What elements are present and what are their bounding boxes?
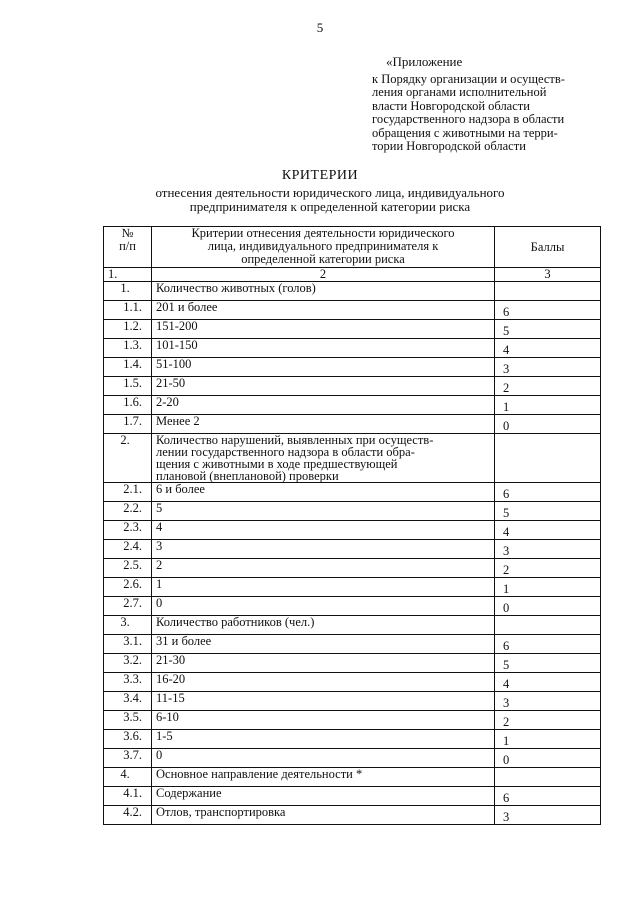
row-score: 0 bbox=[495, 415, 601, 434]
row-score: 6 bbox=[495, 483, 601, 502]
row-number: 2.5. bbox=[104, 559, 152, 578]
row-criterion-line: лении государственного надзора в области обра- bbox=[156, 445, 415, 459]
row-criterion: Отлов, транспортировка bbox=[152, 806, 495, 825]
table-row bbox=[104, 616, 601, 635]
table-row bbox=[104, 502, 601, 521]
row-criterion: 3 bbox=[152, 540, 495, 559]
row-criterion-line: Количество нарушений, выявленных при осуществ- bbox=[156, 433, 434, 447]
row-score bbox=[495, 616, 601, 635]
table-row bbox=[104, 559, 601, 578]
row-criterion: 31 и более bbox=[152, 635, 495, 654]
appendix-line: обращения с животными на терри- bbox=[372, 125, 558, 140]
row-score: 3 bbox=[495, 358, 601, 377]
row-number: 3.7. bbox=[104, 749, 152, 768]
table-row bbox=[104, 806, 601, 825]
row-criterion: 51-100 bbox=[152, 358, 495, 377]
column-index-row bbox=[104, 268, 601, 282]
row-score: 2 bbox=[495, 377, 601, 396]
header-criterion-line: Критерии отнесения деятельности юридического bbox=[191, 226, 455, 240]
document-title: КРИТЕРИИ bbox=[281, 168, 359, 183]
page-number: 5 bbox=[316, 20, 324, 35]
header-number-line: п/п bbox=[119, 239, 136, 253]
appendix-line: к Порядку организации и осуществ- bbox=[372, 71, 565, 86]
table-row bbox=[104, 396, 601, 415]
row-score: 5 bbox=[495, 654, 601, 673]
table-row bbox=[104, 597, 601, 616]
row-score: 4 bbox=[495, 521, 601, 540]
row-number: 3. bbox=[104, 616, 152, 635]
row-score bbox=[495, 282, 601, 301]
appendix-block bbox=[372, 55, 612, 154]
table-row bbox=[104, 654, 601, 673]
table-row bbox=[104, 635, 601, 654]
appendix-line: ления органами исполнительной bbox=[372, 85, 547, 99]
row-number: 2.4. bbox=[104, 540, 152, 559]
row-criterion: 4 bbox=[152, 521, 495, 540]
row-score: 6 bbox=[495, 635, 601, 654]
row-number: 4.1. bbox=[104, 787, 152, 806]
row-criterion: 2-20 bbox=[152, 396, 495, 415]
row-number: 3.4. bbox=[104, 692, 152, 711]
row-score: 1 bbox=[495, 396, 601, 415]
row-number: 2. bbox=[104, 434, 152, 483]
row-criterion: Менее 2 bbox=[152, 415, 495, 434]
row-criterion: 151-200 bbox=[152, 320, 495, 339]
header-number bbox=[104, 227, 152, 268]
row-criterion: Основное направление деятельности * bbox=[152, 768, 495, 787]
table-row bbox=[104, 540, 601, 559]
table-row bbox=[104, 282, 601, 301]
header-criterion-line: определенной категории риска bbox=[241, 252, 405, 266]
row-number: 3.1. bbox=[104, 635, 152, 654]
subtitle-line: предпринимателя к определенной категории риска bbox=[189, 198, 471, 214]
table-row bbox=[104, 434, 601, 483]
row-number: 4. bbox=[104, 768, 152, 787]
row-criterion: Содержание bbox=[152, 787, 495, 806]
table-row bbox=[104, 301, 601, 320]
row-score: 1 bbox=[495, 578, 601, 597]
row-score: 0 bbox=[495, 597, 601, 616]
row-criterion: Количество животных (голов) bbox=[152, 282, 495, 301]
row-criterion: 1-5 bbox=[152, 730, 495, 749]
row-criterion-line: плановой (внеплановой) проверки bbox=[156, 469, 339, 483]
appendix-line: власти Новгородской области bbox=[372, 98, 530, 113]
row-criterion: 21-50 bbox=[152, 377, 495, 396]
row-number: 1.4. bbox=[104, 358, 152, 377]
row-criterion bbox=[152, 434, 495, 483]
row-score: 3 bbox=[495, 806, 601, 825]
row-number: 2.1. bbox=[104, 483, 152, 502]
appendix-line: тории Новгородской области bbox=[372, 139, 526, 153]
row-score: 3 bbox=[495, 540, 601, 559]
row-criterion: 101-150 bbox=[152, 339, 495, 358]
row-criterion: 21-30 bbox=[152, 654, 495, 673]
row-criterion: 16-20 bbox=[152, 673, 495, 692]
row-criterion: 6 и более bbox=[152, 483, 495, 502]
header-criterion bbox=[152, 227, 495, 268]
row-criterion: 0 bbox=[152, 597, 495, 616]
row-number: 3.5. bbox=[104, 711, 152, 730]
table-row bbox=[104, 578, 601, 597]
criteria-table bbox=[103, 226, 601, 825]
table-row bbox=[104, 692, 601, 711]
table-header-row bbox=[104, 227, 601, 268]
row-number: 2.7. bbox=[104, 597, 152, 616]
column-index: 3 bbox=[495, 268, 601, 282]
row-number: 3.3. bbox=[104, 673, 152, 692]
row-score: 1 bbox=[495, 730, 601, 749]
row-score: 3 bbox=[495, 692, 601, 711]
row-number: 3.6. bbox=[104, 730, 152, 749]
row-score bbox=[495, 768, 601, 787]
row-number: 1.7. bbox=[104, 415, 152, 434]
row-number: 2.6. bbox=[104, 578, 152, 597]
row-score: 6 bbox=[495, 301, 601, 320]
table-row bbox=[104, 483, 601, 502]
row-number: 2.3. bbox=[104, 521, 152, 540]
row-score: 4 bbox=[495, 339, 601, 358]
row-criterion: 1 bbox=[152, 578, 495, 597]
table-row bbox=[104, 768, 601, 787]
row-number: 3.2. bbox=[104, 654, 152, 673]
row-score: 5 bbox=[495, 320, 601, 339]
table-row bbox=[104, 730, 601, 749]
row-score: 0 bbox=[495, 749, 601, 768]
table-row bbox=[104, 377, 601, 396]
row-score: 6 bbox=[495, 787, 601, 806]
table-row bbox=[104, 320, 601, 339]
table-row bbox=[104, 358, 601, 377]
row-score: 2 bbox=[495, 559, 601, 578]
header-criterion-line: лица, индивидуального предпринимателя к bbox=[207, 239, 439, 253]
row-criterion: 201 и более bbox=[152, 301, 495, 320]
row-number: 1.2. bbox=[104, 320, 152, 339]
row-criterion: Количество работников (чел.) bbox=[152, 616, 495, 635]
row-number: 2.2. bbox=[104, 502, 152, 521]
row-number: 4.2. bbox=[104, 806, 152, 825]
table-row bbox=[104, 415, 601, 434]
row-number: 1.3. bbox=[104, 339, 152, 358]
row-criterion: 5 bbox=[152, 502, 495, 521]
table-row bbox=[104, 711, 601, 730]
column-index: 1. bbox=[104, 268, 152, 282]
row-score: 2 bbox=[495, 711, 601, 730]
row-number: 1.6. bbox=[104, 396, 152, 415]
row-criterion-line: щения с животными в ходе предшествующей bbox=[156, 457, 398, 471]
row-number: 1.1. bbox=[104, 301, 152, 320]
subtitle-line: отнесения деятельности юридического лица, индивидуального bbox=[155, 185, 505, 200]
table-row bbox=[104, 521, 601, 540]
column-index: 2 bbox=[152, 268, 495, 282]
appendix-title: «Приложение bbox=[386, 54, 463, 69]
row-score: 5 bbox=[495, 502, 601, 521]
row-criterion: 0 bbox=[152, 749, 495, 768]
header-score: Баллы bbox=[495, 227, 601, 268]
table-row bbox=[104, 673, 601, 692]
row-score bbox=[495, 434, 601, 483]
appendix-line: государственного надзора в области bbox=[372, 112, 565, 126]
row-criterion: 11-15 bbox=[152, 692, 495, 711]
table-row bbox=[104, 339, 601, 358]
row-number: 1.5. bbox=[104, 377, 152, 396]
header-number-line: № bbox=[121, 226, 134, 240]
document-subtitle bbox=[120, 186, 540, 213]
row-criterion: 2 bbox=[152, 559, 495, 578]
table-row bbox=[104, 749, 601, 768]
row-number: 1. bbox=[104, 282, 152, 301]
row-criterion: 6-10 bbox=[152, 711, 495, 730]
table-row bbox=[104, 787, 601, 806]
row-score: 4 bbox=[495, 673, 601, 692]
